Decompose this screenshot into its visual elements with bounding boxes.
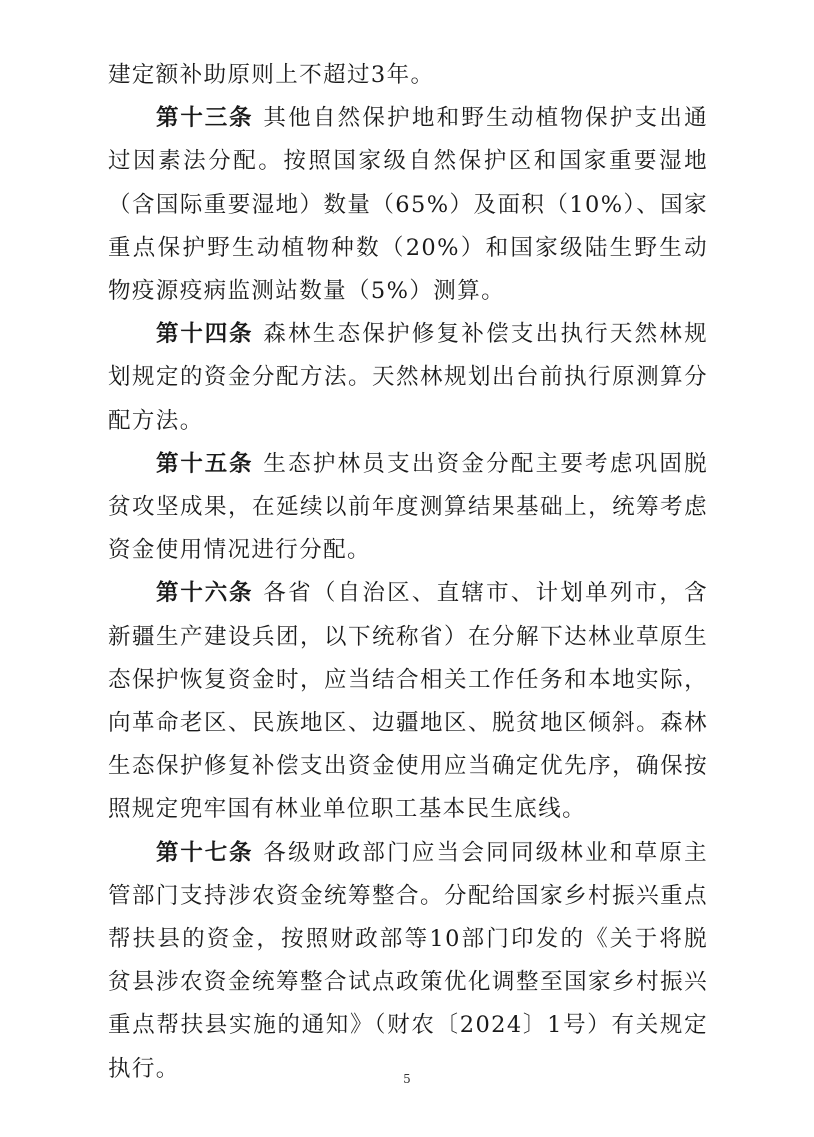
article-number: 第十六条 [156, 580, 254, 607]
article-15 [108, 443, 708, 573]
article-14 [108, 313, 708, 443]
paragraph-continuation [108, 54, 708, 97]
article-text: 森林生态保护修复补偿支出执行天然林规划规定的资金分配方法。天然林规划出台前执行原测算分配方法。 [108, 321, 708, 434]
article-text: 其他自然保护地和野生动植物保护支出通过因素法分配。按照国家级自然保护区和国家重要湿地（含国际重要湿地）数量（65%）及面积（10%）、国家重点保护野生动植物种数（20%）和国家级陆生野生动物疫源疫病监测站数量（5%）测算。 [108, 105, 708, 305]
article-17 [108, 832, 708, 1091]
article-text: 各省（自治区、直辖市、计划单列市，含新疆生产建设兵团，以下统称省）在分解下达林业草原生态保护恢复资金时，应当结合相关工作任务和本地实际，向革命老区、民族地区、边疆地区、脱贫地区倾斜。森林生态保护修复补偿支出资金使用应当确定优先序，确保按照规定兜牢国有林业单位职工基本民生底线。 [108, 580, 708, 823]
document-body [108, 54, 708, 1091]
article-number: 第十五条 [156, 450, 254, 477]
article-text: 各级财政部门应当会同同级林业和草原主管部门支持涉农资金统筹整合。分配给国家乡村振兴重点帮扶县的资金，按照财政部等10部门印发的《关于将脱贫县涉农资金统筹整合试点政策优化调整至国家乡村振兴重点帮扶县实施的通知》（财农〔2024〕1号）有关规定执行。 [108, 839, 708, 1082]
paragraph-text: 建定额补助原则上不超过3年。 [108, 62, 435, 88]
article-text: 生态护林员支出资金分配主要考虑巩固脱贫攻坚成果，在延续以前年度测算结果基础上，统筹考虑资金使用情况进行分配。 [108, 450, 708, 564]
page-number: 5 [403, 1072, 411, 1086]
article-number: 第十三条 [156, 105, 254, 132]
article-number: 第十七条 [156, 839, 254, 866]
article-13 [108, 97, 708, 313]
article-number: 第十四条 [156, 321, 254, 348]
article-16 [108, 572, 708, 831]
